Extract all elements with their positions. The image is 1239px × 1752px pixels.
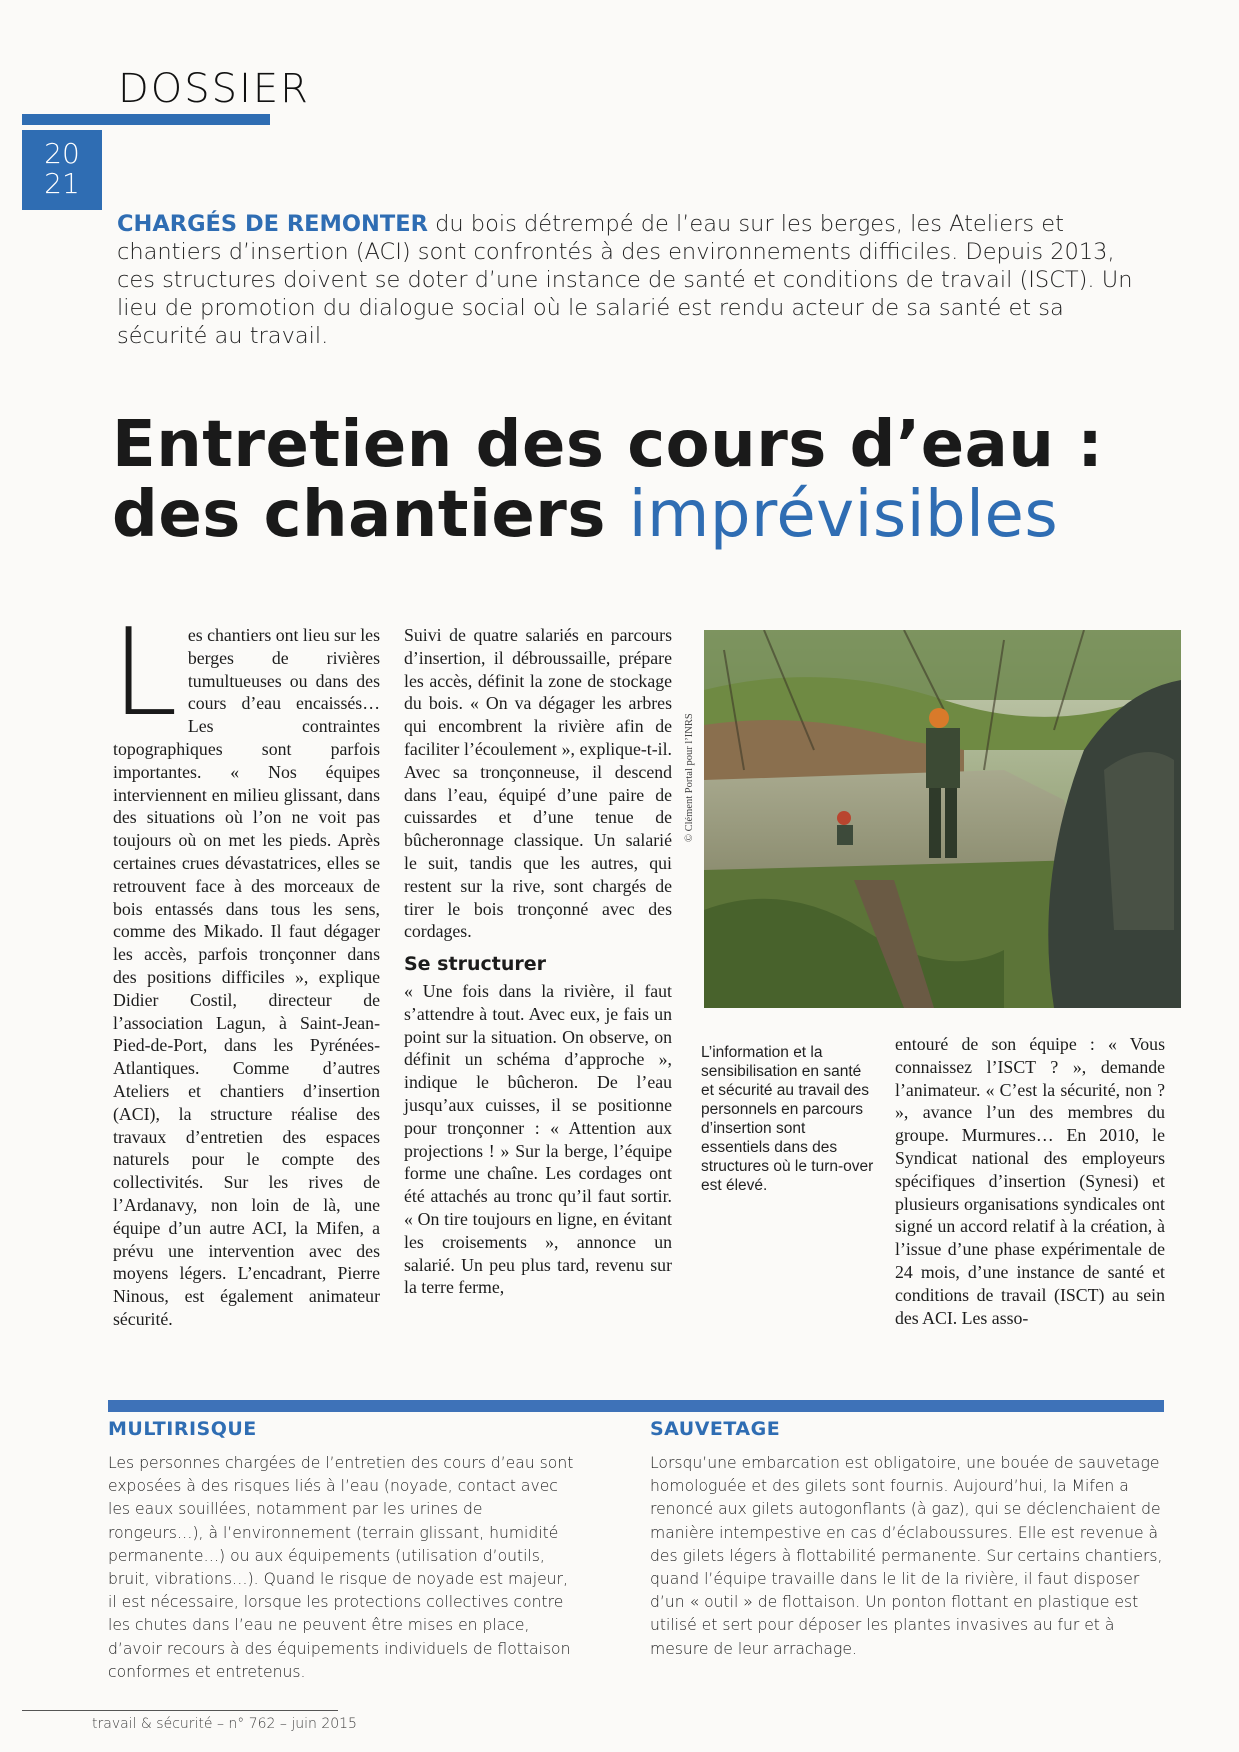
headline-line2-accent: imprévisibles bbox=[628, 478, 1059, 552]
year-badge bbox=[22, 130, 102, 210]
photo-credit: © Clément Portal pour l’INRS bbox=[684, 713, 695, 842]
footer-rule bbox=[22, 1710, 338, 1711]
box-title-multirisque: MULTIRISQUE bbox=[108, 1418, 257, 1440]
header-bar bbox=[22, 114, 270, 125]
article-subhead: Se structurer bbox=[404, 953, 546, 976]
headline-line1: Entretien des cours d’eau : bbox=[112, 408, 1104, 482]
year-top: 20 bbox=[44, 137, 80, 170]
section-label: DOSSIER bbox=[118, 66, 310, 112]
article-column-1 bbox=[111, 604, 380, 1331]
box-title-sauvetage: SAUVETAGE bbox=[650, 1418, 781, 1440]
headline bbox=[112, 410, 1212, 550]
footer-text: travail & sécurité – n° 762 – juin 2015 bbox=[92, 1716, 357, 1732]
drop-cap: L bbox=[111, 604, 178, 743]
sidebar-box-bar bbox=[108, 1400, 1164, 1412]
year-bottom: 21 bbox=[44, 167, 80, 200]
photo-caption: L’information et la sensibilisation en santé et sécurité au travail des personnels en parcours d’insertion sont essentiels dans des structures où le turn-over est élevé. bbox=[701, 1044, 874, 1194]
article-col4-text: entouré de son équipe : « Vous connaissez l’ISCT ? », demande l’animateur. « C’est la sécurité, non ? », avance l’un des membres du groupe. Murmures… En 2010, le Syndicat national des employeurs spécifiques d’insertion (Synesi) et plusieurs organisations syndicales ont signé un accord relatif à la création, à l’issue d’une phase expérimentale de 24 mois, d’une instance de santé et conditions de travail (ISCT) au sein des ACI. Les asso- bbox=[895, 1034, 1165, 1328]
box-text-sauvetage: Lorsqu’une embarcation est obligatoire, une bouée de sauvetage homologuée et des gilets sont fournis. Aujourd’hui, la Mifen a renoncé aux gilets autogonflants (à gaz), qui se déclenchaient de manière intempestive en cas d’éclaboussures. Elle est revenue à des gilets légers à flottabilité permanente. Sur certains chantiers, quand l’équipe travaille dans le lit de la rivière, il faut disposer d’un « outil » de flottaison. Un ponton flottant en plastique est utilisé et sert pour déposer les plantes invasives au fur et à mesure de leur arrachage. bbox=[650, 1454, 1163, 1658]
article-col2-text-a: Suivi de quatre salariés en parcours d’insertion, il débroussaille, prépare les accès, définit la zone de stockage du bois. « On va dégager les arbres qui encombrent la rivière afin de faciliter l’écoulement », explique-t-il. Avec sa tronçonneuse, il descend dans l’eau, équipé d’une paire de cuissardes et d’une tenue de bûcheronnage classique. Un salarié le suit, tandis que les autres, qui restent sur la rive, sont chargés de tirer le bois tronçonné avec des cordages. bbox=[404, 625, 672, 942]
headline-line2 bbox=[112, 480, 1212, 550]
box-text-multirisque: Les personnes chargées de l’entretien des cours d’eau sont exposées à des risques liés à l’eau (noyade, contact avec les eaux souillées, notamment par les urines de rongeurs…), à l’environnement (terrain glissant, humidité permanente…) ou aux équipements (utilisation d’outils, bruit, vibrations…). Quand le risque de noyade est majeur, il est nécessaire, lorsque les protections collectives contre les chutes dans l’eau ne peuvent être mises en place, d’avoir recours à des équipements individuels de flottaison conformes et entretenus. bbox=[108, 1454, 574, 1681]
article-col2-text-b: « Une fois dans la rivière, il faut s’attendre à tout. Avec eux, je fais un point sur la situation. On observe, on définit un schéma d’approche », indique le bûcheron. De l’eau jusqu’aux cuisses, il se positionne pour tronçonner : « Attention aux projections ! » Sur la berge, l’équipe forme une chaîne. Les cordages ont été attachés au tronc qu’il faut sortir. « On tire toujours en ligne, en évitant les croisements », annonce un salarié. Un peu plus tard, revenu sur la terre ferme, bbox=[404, 980, 672, 1298]
headline-line2-plain: des chantiers bbox=[112, 478, 629, 552]
intro-lead: CHARGÉS DE REMONTER bbox=[117, 211, 428, 237]
article-col1-text: es chantiers ont lieu sur les berges de rivières tumultueuses ou dans des cours d’eau encaissés… Les contraintes topographiques sont parfois importantes. « Nos équipes interviennent en milieu glissant, dans des situations où l’on ne voit pas toujours où on met les pieds. Après certaines crues dévastatrices, elles se retrouvent face à des morceaux de bois entassés dans tous les sens, comme des Mikado. Il faut dégager les accès, parfois tronçonner dans des positions difficiles », explique Didier Costil, directeur de l’association Lagun, à Saint-Jean-Pied-de-Port, dans les Pyrénées-Atlantiques. Comme d’autres Ateliers et chantiers d’insertion (ACI), la structure réalise des travaux d’entretien des espaces naturels pour le compte des collectivités. Sur les rives de l’Ardanavy, non loin de là, une équipe d’un autre ACI, la Mifen, a prévu une intervention avec des moyens légers. L’encadrant, Pierre Ninous, est également animateur sécurité. bbox=[113, 625, 380, 1329]
intro-paragraph bbox=[117, 210, 1137, 350]
river-work-photo bbox=[704, 630, 1181, 1008]
article-column-4 bbox=[895, 1033, 1165, 1329]
article-column-2 bbox=[404, 624, 672, 1299]
intro-text: du bois détrempé de l’eau sur les berges, les Ateliers et chantiers d’insertion (ACI) sont confrontés à des environnements difficiles. Depuis 2013, ces structures doivent se doter d’une instance de santé et conditions de travail (ISCT). Un lieu de promotion du dialogue social où le salarié est rendu acteur de sa santé et sa sécurité au travail. bbox=[117, 211, 1133, 349]
